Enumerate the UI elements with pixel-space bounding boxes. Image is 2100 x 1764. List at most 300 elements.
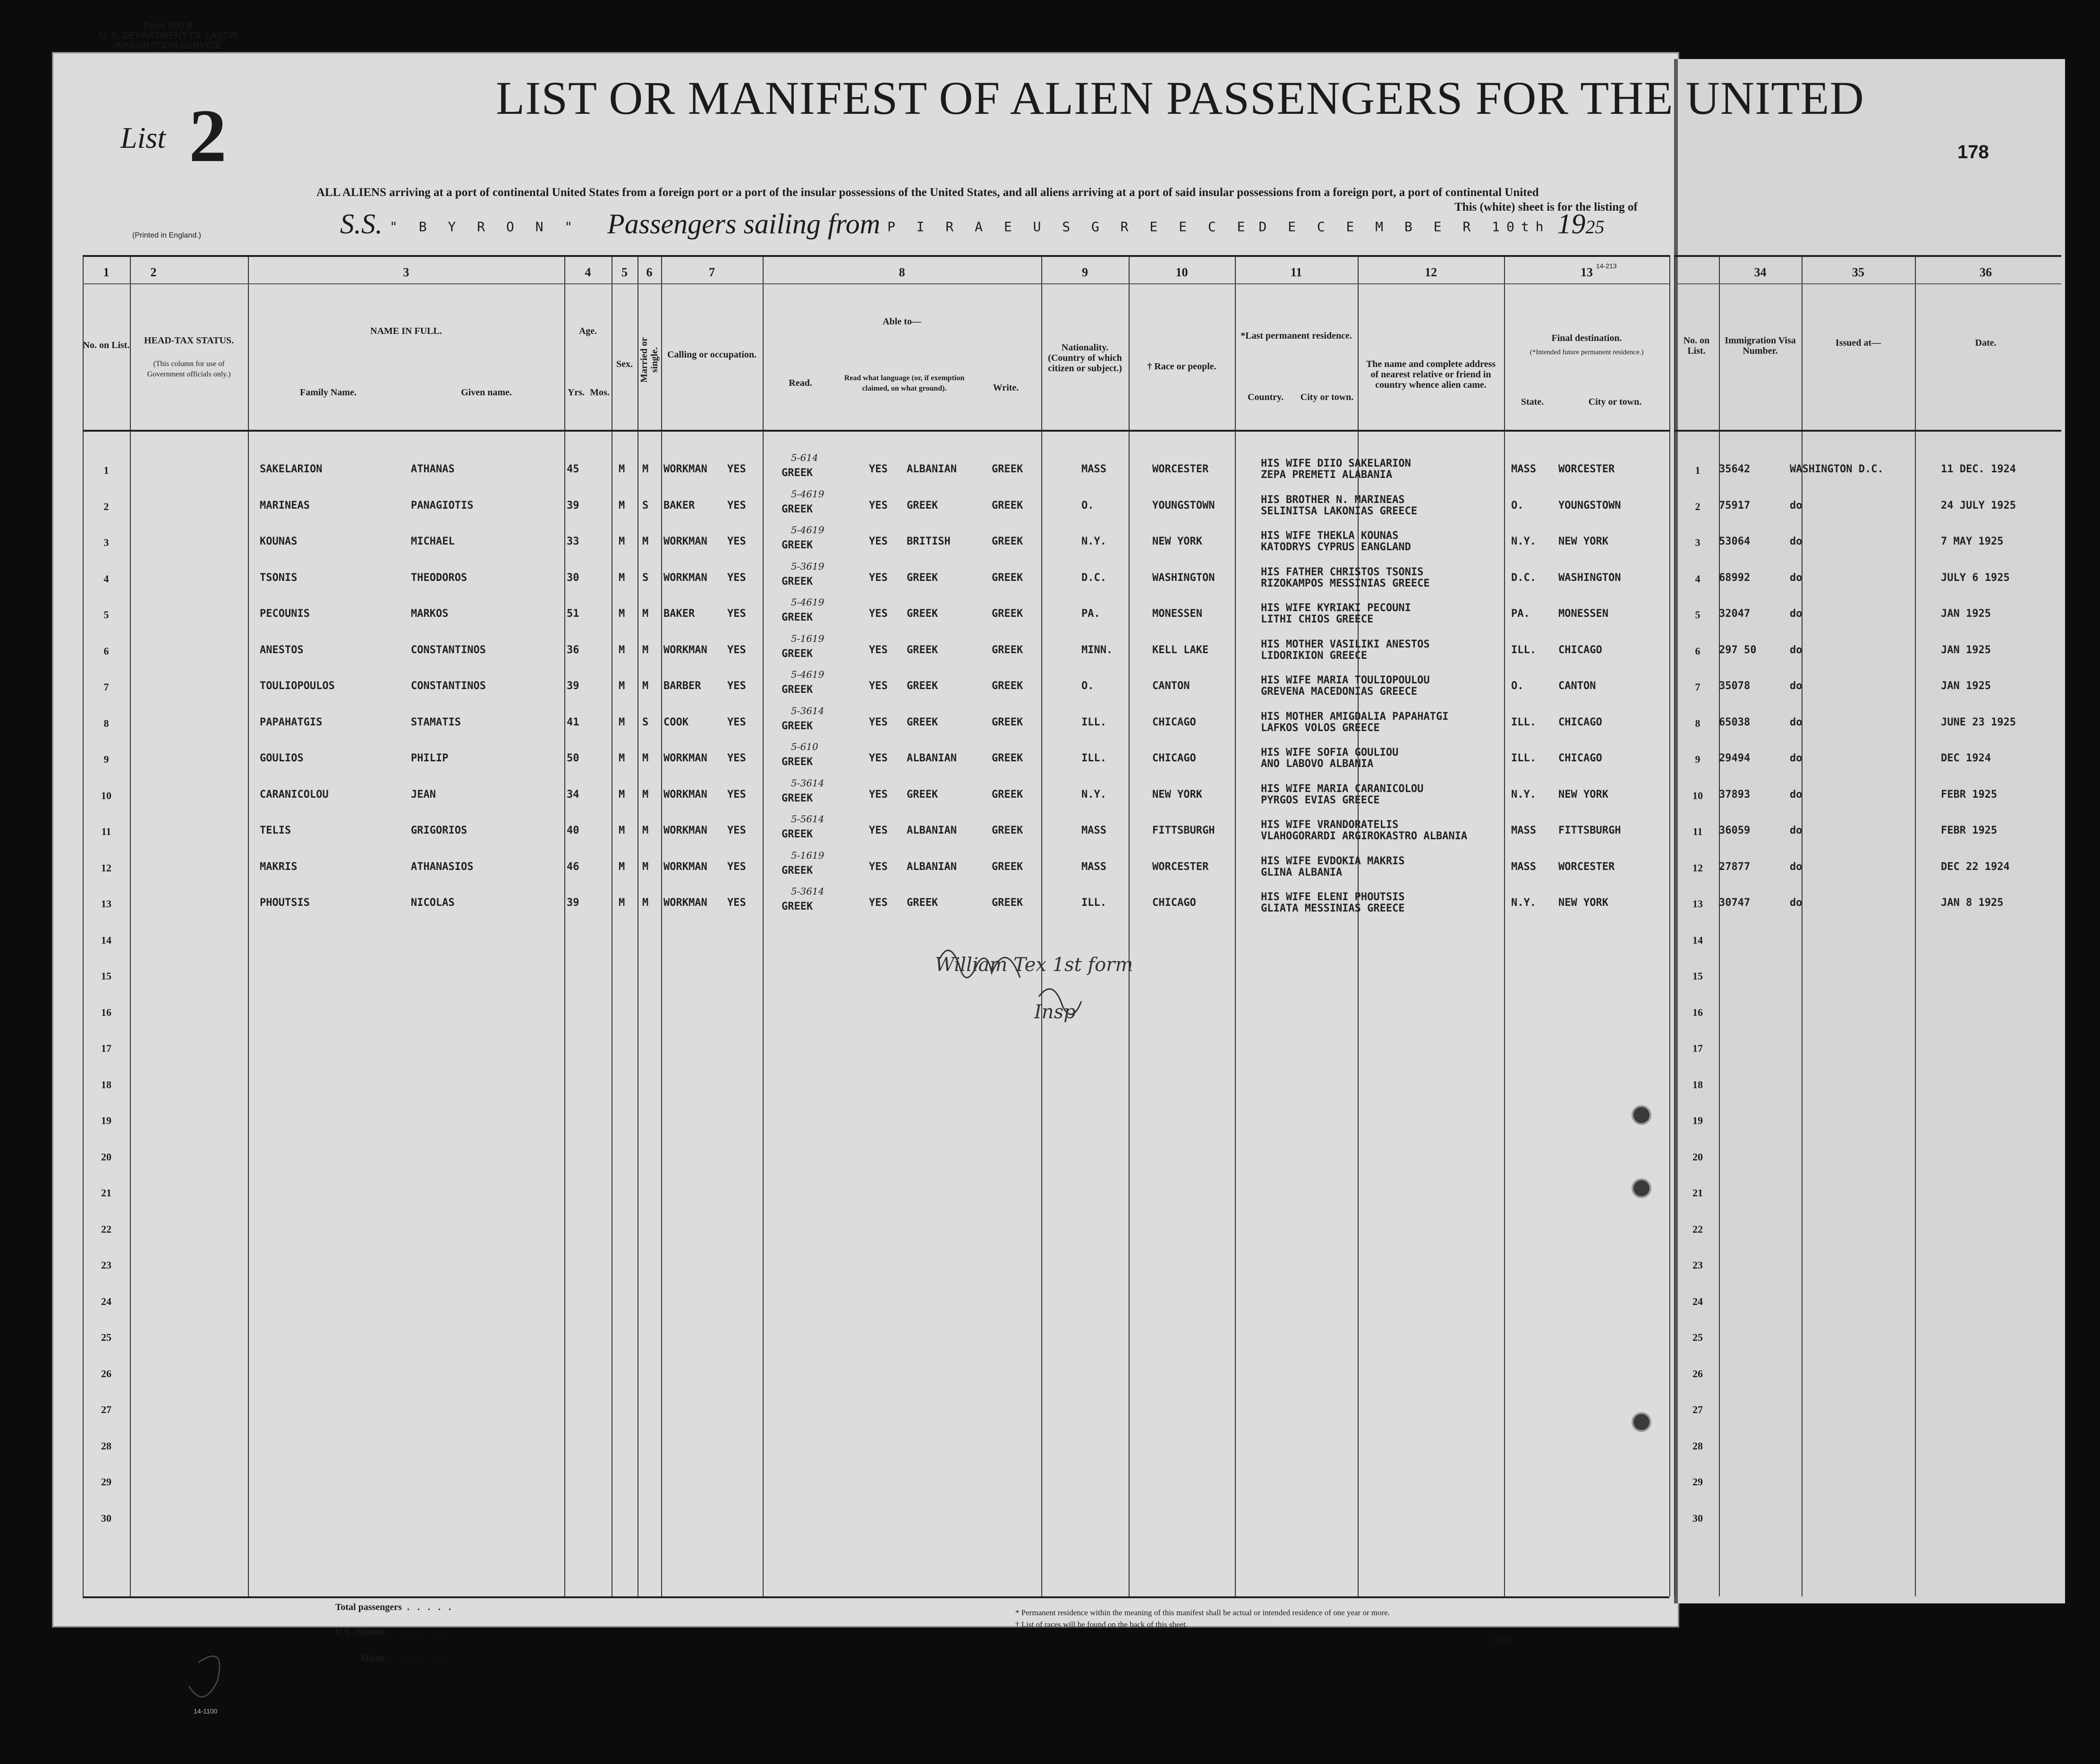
visa-number: 30747: [1719, 897, 1751, 909]
visa-date: JAN 8 1925: [1941, 897, 2004, 909]
row-number: 5: [103, 609, 109, 621]
age-years: 33: [567, 536, 579, 547]
relative-name: HIS FATHER CHRISTOS TSONIS: [1261, 566, 1424, 578]
relative-name: HIS WIFE EVDOKIA MAKRIS: [1261, 855, 1405, 867]
row-number: 30: [101, 1512, 111, 1524]
can-write: YES: [869, 897, 888, 909]
nationality: GREEK: [907, 499, 938, 511]
destination-state: N.Y.: [1511, 897, 1536, 909]
row-number-right: 12: [1692, 861, 1703, 874]
sex: M: [619, 608, 625, 620]
sex: M: [619, 788, 625, 801]
hdr-yrs: Yrs.: [567, 387, 585, 398]
subtitle: ALL ALIENS arriving at a port of continental United States from a foreign port or a port of the insular possessions of the United States, and all aliens arriving at a port of said insular possessions from a foreign port, a port of continental United: [316, 186, 1539, 199]
can-read: YES: [727, 680, 746, 692]
visa-number: 32047: [1719, 608, 1751, 620]
row-number-right: 27: [1692, 1404, 1703, 1415]
occupation: WORKMAN: [663, 536, 707, 547]
hdr-age: Age.: [578, 326, 597, 336]
row-number-right: 9: [1695, 753, 1700, 765]
age-years: 41: [567, 716, 579, 728]
residence-city: CHICAGO: [1152, 897, 1196, 909]
row-number-right: 22: [1692, 1223, 1703, 1235]
residence-city: NEW YORK: [1152, 536, 1202, 547]
occupation: WORKMAN: [663, 861, 707, 873]
aliens-text: Aliens: [359, 1653, 384, 1663]
row-number: 7: [103, 681, 109, 693]
age-years: 39: [567, 499, 579, 511]
row-number-right: 1: [1695, 464, 1700, 476]
visa-issued-at: do: [1790, 608, 1802, 620]
form-code: 14-213: [1596, 262, 1617, 270]
residence-city: YOUNGSTOWN: [1152, 499, 1215, 511]
relative-address: SELINITSA LAKONIAS GREECE: [1261, 505, 1418, 517]
given-name: PANAGIOTIS: [411, 499, 474, 511]
row-number-right: 16: [1692, 1006, 1703, 1018]
destination-city: WASHINGTON: [1558, 571, 1621, 584]
given-name: CONSTANTINOS: [411, 644, 486, 656]
sex: M: [619, 644, 625, 656]
visa-issued-at: do: [1790, 716, 1802, 728]
relative-address: RIZOKAMPOS MESSINIAS GREECE: [1261, 577, 1430, 589]
relative-name: HIS WIFE THEKLA KOUNAS: [1261, 530, 1399, 542]
hdr-city: City or town.: [1300, 392, 1354, 402]
residence-country: MASS: [1081, 463, 1106, 475]
visa-number: 68992: [1719, 571, 1751, 584]
race: GREEK: [992, 861, 1023, 873]
race: GREEK: [992, 644, 1023, 656]
occupation: BAKER: [663, 499, 695, 511]
nationality: GREEK: [907, 716, 938, 728]
col-num-4: 4: [585, 265, 591, 279]
destination-city: WORCESTER: [1558, 463, 1615, 475]
race: GREEK: [992, 716, 1023, 728]
marital-status: M: [642, 861, 649, 873]
relative-address: LITHI CHIOS GREECE: [1261, 614, 1374, 625]
hdr-mos: Mos.: [590, 387, 610, 398]
sex: M: [619, 680, 625, 692]
handwritten-annotation: 5-3614: [791, 886, 825, 897]
occupation: WORKMAN: [663, 825, 707, 836]
visa-issued-at: do: [1790, 897, 1802, 909]
can-read: YES: [727, 897, 746, 909]
occupation: COOK: [663, 716, 689, 728]
row-number-right: 8: [1695, 717, 1700, 729]
handwritten-annotation: 5-1619: [791, 632, 825, 644]
marital-status: M: [642, 644, 649, 656]
hdr-no-on-list-right: No. on List.: [1683, 335, 1710, 356]
age-years: 36: [567, 644, 579, 656]
visa-date: JAN 1925: [1941, 644, 1991, 656]
hdr-family-name: Family Name.: [300, 387, 357, 398]
given-name: MARKOS: [411, 608, 449, 620]
relative-name: HIS WIFE DIIO SAKELARION: [1261, 458, 1411, 469]
hdr-write: Write.: [993, 383, 1019, 393]
row-number: 6: [103, 645, 109, 657]
row-number: 20: [101, 1150, 111, 1163]
occupation: WORKMAN: [663, 463, 707, 475]
hdr-race: † Race or people.: [1147, 361, 1216, 372]
year-prefix: 19: [1557, 208, 1586, 239]
read-language: GREEK: [782, 901, 813, 912]
ss-label: S.S.: [340, 208, 383, 239]
relative-name: HIS WIFE SOFIA GOULIOU: [1261, 747, 1399, 758]
hdr-final-destination: Final destination.: [1551, 333, 1622, 343]
hdr-married: Married or single.: [639, 337, 660, 383]
nationality: GREEK: [907, 680, 938, 692]
residence-city: WASHINGTON: [1152, 571, 1215, 584]
residence-country: D.C.: [1081, 571, 1106, 584]
hdr-sex: Sex.: [616, 359, 633, 369]
destination-state: O.: [1511, 680, 1524, 692]
handwritten-annotation: 5-4619: [791, 488, 825, 500]
residence-city: CANTON: [1152, 680, 1190, 692]
family-name: PAPAHATGIS: [260, 716, 323, 728]
residence-country: MINN.: [1081, 644, 1113, 656]
destination-state: N.Y.: [1511, 788, 1536, 801]
race: GREEK: [992, 499, 1023, 511]
total-passengers-label: Total passengers . . . . .: [335, 1602, 454, 1612]
relative-address: LAFKOS VOLOS GREECE: [1261, 722, 1380, 734]
residence-country: ILL.: [1081, 897, 1106, 909]
occupation: WORKMAN: [663, 897, 707, 909]
read-language: GREEK: [782, 792, 813, 804]
handwritten-annotation: 5-1619: [791, 849, 825, 861]
residence-city: CHICAGO: [1152, 752, 1196, 764]
can-read: YES: [727, 825, 746, 836]
nationality: BRITISH: [907, 536, 951, 547]
destination-city: CANTON: [1558, 680, 1596, 692]
can-write: YES: [869, 680, 888, 692]
row-number: 9: [103, 753, 109, 765]
hdr-no-on-list: No. on List.: [83, 340, 130, 350]
race: GREEK: [992, 825, 1023, 836]
handwritten-annotation: 5-3614: [791, 705, 825, 716]
race: GREEK: [992, 752, 1023, 764]
read-language: GREEK: [782, 539, 813, 551]
read-language: GREEK: [782, 828, 813, 840]
marital-status: M: [642, 608, 649, 620]
nationality: GREEK: [907, 788, 938, 801]
family-name: ANESTOS: [260, 644, 304, 656]
read-language: GREEK: [782, 864, 813, 877]
visa-number: 75917: [1719, 499, 1751, 511]
form-department: U. S. DEPARTMENT OF LABOR: [99, 31, 238, 41]
given-name: ATHANASIOS: [411, 861, 474, 873]
row-number-right: 19: [1692, 1115, 1703, 1126]
age-years: 40: [567, 825, 579, 836]
relative-name: HIS MOTHER VASILIKI ANESTOS: [1261, 638, 1430, 650]
nationality: GREEK: [907, 608, 938, 620]
visa-issued-at: do: [1790, 680, 1802, 692]
destination-state: ILL.: [1511, 716, 1536, 728]
sex: M: [619, 499, 625, 511]
footer-code-left: 14-1100: [194, 1707, 218, 1715]
list-label: List: [120, 121, 166, 154]
destination-state: N.Y.: [1511, 536, 1536, 547]
hdr-head-tax-note: (This column for use of Government officials only.): [147, 360, 231, 378]
row-number-right: 4: [1695, 572, 1700, 585]
hdr-read: Read.: [789, 378, 812, 388]
read-language: GREEK: [782, 756, 813, 768]
destination-state: ILL.: [1511, 752, 1536, 764]
visa-number: 29494: [1719, 752, 1751, 764]
given-name: PHILIP: [411, 752, 449, 764]
hdr-able-to: Able to—: [883, 316, 921, 327]
given-name: STAMATIS: [411, 716, 461, 728]
destination-city: NEW YORK: [1558, 897, 1608, 909]
destination-city: CHICAGO: [1558, 716, 1602, 728]
residence-country: MASS: [1081, 861, 1106, 873]
can-write: YES: [869, 499, 888, 511]
can-write: YES: [869, 571, 888, 584]
age-years: 39: [567, 680, 579, 692]
us-citizens-text: U.S. citizens: [335, 1627, 384, 1637]
footer-code-right: 14-213: [1492, 1636, 1513, 1644]
row-number: 22: [101, 1223, 111, 1235]
read-language: GREEK: [782, 684, 813, 696]
destination-city: NEW YORK: [1558, 788, 1608, 801]
row-number-right: 17: [1692, 1042, 1703, 1054]
ship-name: " B Y R O N ": [390, 219, 579, 235]
hdr-nationality: Nationality. (Country of which citizen or subject.): [1048, 342, 1122, 374]
visa-issued-at: do: [1790, 499, 1802, 511]
can-write: YES: [869, 716, 888, 728]
footnote-races: † List of races will be found on the back of this sheet.: [1015, 1620, 1188, 1629]
row-number: 11: [101, 826, 111, 837]
family-name: CARANICOLOU: [260, 788, 329, 801]
visa-date: FEBR 1925: [1941, 825, 1998, 836]
can-read: YES: [727, 644, 746, 656]
margin-mark: [189, 1656, 220, 1697]
row-number: 2: [103, 500, 109, 512]
binder-hole: [1632, 1105, 1651, 1125]
nationality: ALBANIAN: [907, 752, 957, 764]
row-number-right: 25: [1692, 1331, 1703, 1343]
destination-city: CHICAGO: [1558, 644, 1602, 656]
sailing-label: Passengers sailing from: [607, 208, 880, 239]
row-number: 25: [101, 1331, 111, 1343]
marital-status: S: [642, 716, 649, 728]
marital-status: M: [642, 752, 649, 764]
residence-city: KELL LAKE: [1152, 644, 1209, 656]
relative-address: GREVENA MACEDONIAS GREECE: [1261, 686, 1418, 698]
given-name: JEAN: [411, 788, 436, 801]
occupation: WORKMAN: [663, 644, 707, 656]
can-read: YES: [727, 716, 746, 728]
race: GREEK: [992, 788, 1023, 801]
visa-number: 53064: [1719, 536, 1751, 547]
age-years: 39: [567, 897, 579, 909]
col-num-1: 1: [103, 265, 110, 279]
relative-name: HIS WIFE KYRIAKI PECOUNI: [1261, 602, 1411, 614]
row-number-right: 10: [1692, 789, 1703, 801]
row-number: 14: [101, 934, 111, 946]
destination-city: NEW YORK: [1558, 536, 1608, 547]
race: GREEK: [992, 608, 1023, 620]
can-write: YES: [869, 644, 888, 656]
row-number: 17: [101, 1042, 111, 1054]
visa-issued-at: do: [1790, 571, 1802, 584]
hdr-relative: The name and complete address of nearest relative or friend in country whence alien came.: [1366, 359, 1496, 390]
visa-number: 297 50: [1719, 644, 1757, 656]
col-num-8: 8: [899, 265, 905, 279]
handwritten-annotation: 5-4619: [791, 669, 825, 680]
destination-city: FITTSBURGH: [1558, 825, 1621, 836]
page-number: 178: [1957, 142, 1989, 162]
can-read: YES: [727, 608, 746, 620]
race: GREEK: [992, 680, 1023, 692]
family-name: PECOUNIS: [260, 608, 310, 620]
form-number: Form 500 B: [143, 21, 193, 31]
row-number-right: 15: [1692, 970, 1703, 982]
visa-date: 11 DEC. 1924: [1941, 463, 2016, 475]
sex: M: [619, 571, 625, 584]
handwritten-annotation: 5-610: [791, 741, 818, 752]
visa-issued-at: do: [1790, 788, 1802, 801]
row-number-right: 7: [1695, 681, 1700, 693]
relative-name: HIS MOTHER AMIGDALIA PAPAHATGI: [1261, 710, 1449, 723]
col-num-6: 6: [646, 265, 653, 279]
col-num-7: 7: [709, 265, 715, 279]
row-number: 12: [101, 861, 111, 874]
departure-date: D E C E M B E R 10th: [1258, 219, 1550, 235]
marital-status: M: [642, 825, 649, 836]
destination-state: MASS: [1511, 463, 1536, 475]
marital-status: S: [642, 571, 649, 584]
printed-in: (Printed in England.): [132, 231, 201, 239]
row-number: 1: [103, 464, 109, 476]
total-passengers-text: Total passengers: [335, 1602, 402, 1612]
destination-state: D.C.: [1511, 571, 1536, 584]
visa-number: 37893: [1719, 788, 1751, 801]
relative-address: ZEPA PREMETI ALABANIA: [1261, 469, 1393, 481]
relative-address: GLINA ALBANIA: [1261, 866, 1343, 878]
occupation: WORKMAN: [663, 752, 707, 764]
row-number-right: 13: [1692, 898, 1703, 910]
col-num-36: 36: [1980, 265, 1992, 279]
sex: M: [619, 463, 625, 475]
visa-date: JAN 1925: [1941, 680, 1991, 692]
given-name: NICOLAS: [411, 897, 455, 909]
binder-hole: [1632, 1412, 1651, 1432]
residence-country: N.Y.: [1081, 536, 1106, 547]
sex: M: [619, 536, 625, 547]
inspector-title: Insp: [1034, 1001, 1076, 1023]
residence-country: PA.: [1081, 608, 1100, 620]
relative-address: LIDORIKION GREECE: [1261, 649, 1368, 662]
row-number-right: 6: [1695, 645, 1700, 657]
occupation: BAKER: [663, 608, 695, 620]
sex: M: [619, 897, 625, 909]
col-num-3: 3: [403, 265, 409, 279]
family-name: TOULIOPOULOS: [260, 680, 335, 692]
visa-date: JUNE 23 1925: [1941, 716, 2016, 728]
residence-city: WORCESTER: [1152, 463, 1209, 475]
read-language: GREEK: [782, 575, 813, 588]
sex: M: [619, 861, 625, 873]
visa-number: 36059: [1719, 825, 1751, 836]
residence-city: CHICAGO: [1152, 716, 1196, 728]
read-language: GREEK: [782, 612, 813, 623]
nationality: GREEK: [907, 644, 938, 656]
hdr-state: State.: [1521, 397, 1544, 407]
page-title: LIST OR MANIFEST OF ALIEN PASSENGERS FOR THE UNITED: [496, 72, 1864, 124]
visa-number: 27877: [1719, 861, 1751, 873]
can-write: YES: [869, 608, 888, 620]
row-number-right: 23: [1692, 1259, 1703, 1271]
departure-port: P I R A E U S G R E E C E: [887, 219, 1252, 235]
row-number: 3: [103, 537, 109, 548]
row-number: 10: [101, 789, 111, 801]
relative-address: ANO LABOVO ALBANIA: [1261, 758, 1374, 770]
read-language: GREEK: [782, 648, 813, 660]
hdr-country: Country.: [1247, 392, 1284, 402]
residence-city: FITTSBURGH: [1152, 825, 1215, 836]
can-read: YES: [727, 499, 746, 511]
row-number: 15: [101, 970, 111, 982]
can-read: YES: [727, 752, 746, 764]
row-number-right: 5: [1695, 609, 1700, 621]
hdr-final-note: (*Intended future permanent residence.): [1530, 349, 1644, 356]
hdr-given-name: Given name.: [461, 387, 512, 398]
visa-date: 7 MAY 1925: [1941, 536, 2004, 547]
relative-name: HIS WIFE MARIA TOULIOPOULOU: [1261, 674, 1430, 686]
can-write: YES: [869, 788, 888, 801]
can-read: YES: [727, 571, 746, 584]
destination-city: MONESSEN: [1558, 608, 1608, 620]
row-number: 21: [101, 1187, 111, 1199]
relative-name: HIS BROTHER N. MARINEAS: [1261, 494, 1405, 506]
can-read: YES: [727, 788, 746, 801]
occupation: WORKMAN: [663, 788, 707, 801]
residence-country: ILL.: [1081, 716, 1106, 728]
occupation: BARBER: [663, 680, 701, 692]
residence-country: O.: [1081, 680, 1094, 692]
nationality: ALBANIAN: [907, 825, 957, 836]
visa-issued-at: do: [1790, 644, 1802, 656]
visa-number: 65038: [1719, 716, 1751, 728]
race: GREEK: [992, 463, 1023, 475]
relative-address: KATODRYS CYPRUS EANGLAND: [1261, 541, 1411, 553]
nationality: ALBANIAN: [907, 463, 957, 475]
handwritten-annotation: 5-5614: [791, 813, 825, 825]
row-number: 27: [101, 1404, 111, 1415]
row-number-right: 14: [1692, 934, 1703, 946]
family-name: MARINEAS: [260, 499, 310, 511]
given-name: CONSTANTINOS: [411, 680, 486, 692]
visa-date: FEBR 1925: [1941, 788, 1998, 801]
row-number-right: 26: [1692, 1367, 1703, 1380]
row-number: 26: [101, 1367, 111, 1380]
col-num-12: 12: [1425, 265, 1437, 279]
row-number: 29: [101, 1476, 111, 1488]
given-name: ATHANAS: [411, 463, 455, 475]
footnote-residence: * Permanent residence within the meaning of this manifest shall be actual or intended residence of one year or more.: [1015, 1608, 1390, 1617]
col-num-35: 35: [1852, 265, 1864, 279]
handwritten-annotation: 5-3619: [791, 560, 825, 572]
visa-number: 35078: [1719, 680, 1751, 692]
relative-name: HIS WIFE VRANDORATELIS: [1261, 819, 1399, 831]
residence-country: ILL.: [1081, 752, 1106, 764]
col-num-34: 34: [1754, 265, 1767, 279]
row-number: 24: [101, 1295, 111, 1307]
family-name: PHOUTSIS: [260, 897, 310, 909]
sex: M: [619, 716, 625, 728]
col-num-2: 2: [150, 265, 157, 279]
handwritten-annotation: 5-3614: [791, 777, 825, 789]
occupation: WORKMAN: [663, 571, 707, 584]
